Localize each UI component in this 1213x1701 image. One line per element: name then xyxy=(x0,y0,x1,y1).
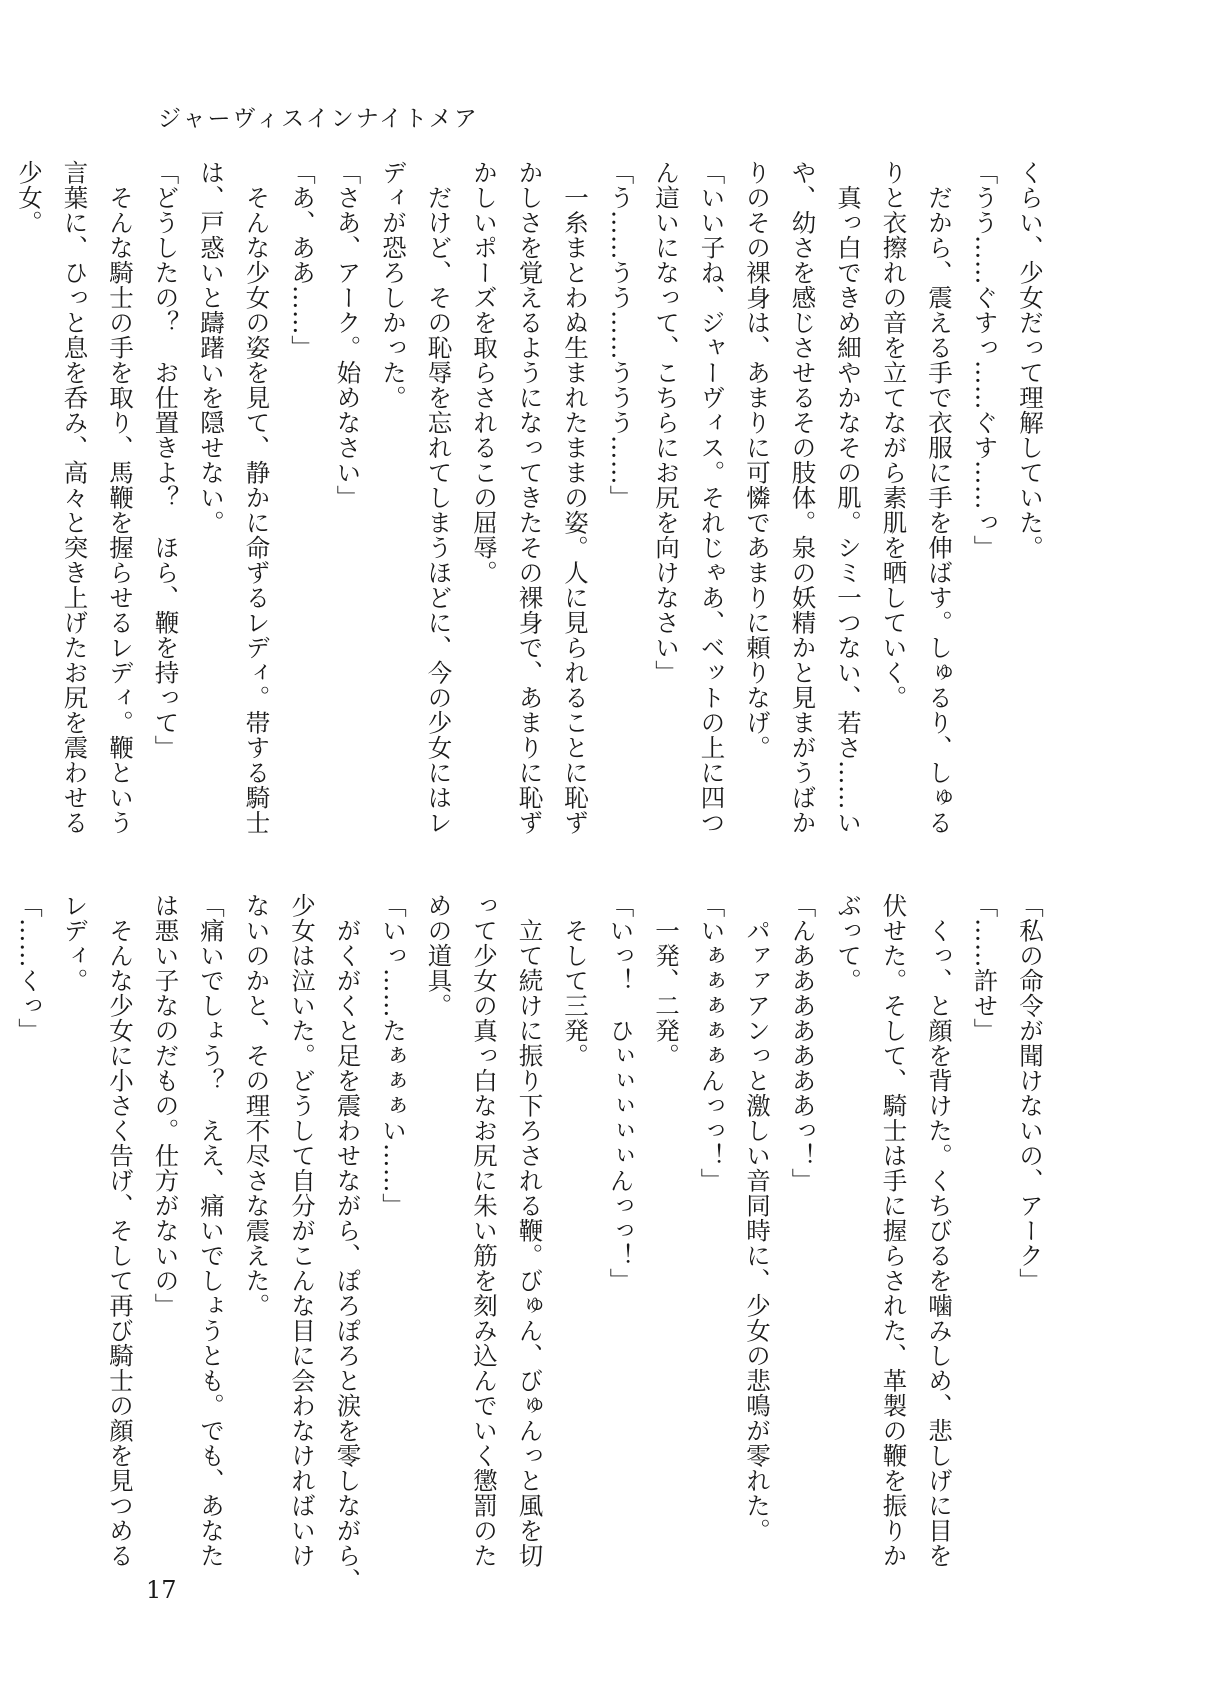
text-line: 「うう……ぐすっ……ぐす……っ」 xyxy=(970,160,1000,560)
text-line: がくがくと足を震わせながら、ぽろぽろと涙を零しながら、 xyxy=(333,893,363,1593)
text-line: だけど、その恥辱を忘れてしまうほどに、今の少女にはレ xyxy=(424,160,454,835)
text-line: そんな少女に小さく告げ、そして再び騎士の顔を見つめる xyxy=(106,893,135,1568)
text-line: 少女は泣いた。どうして自分がこんな目に会わなければいけ xyxy=(288,893,317,1568)
page-number: 17 xyxy=(146,1576,177,1604)
text-line: 「……許せ」 xyxy=(970,893,1000,1043)
text-line: 少女。 xyxy=(15,160,44,235)
text-line: りのその裸身は、あまりに可憐であまりに頼りなげ。 xyxy=(743,160,772,760)
text-line: 「痛いでしょう？ ええ、痛いでしょうとも。でも、あなた xyxy=(197,893,226,1568)
text-line: は悪い子なのだもの。仕方がないの」 xyxy=(151,893,181,1318)
text-line: かしいポーズを取らされるこの屈辱。 xyxy=(470,160,499,585)
text-line: だから、震える手で衣服に手を伸ばす。しゅるり、しゅる xyxy=(925,160,954,835)
text-line: そんな騎士の手を取り、馬鞭を握らせるレディ。鞭という xyxy=(106,160,135,835)
text-line: 立て続けに振り下ろされる鞭。びゅん、びゅんっと風を切 xyxy=(515,893,545,1568)
text-block-top xyxy=(15,160,1053,835)
text-line: や、幼さを感じさせるその肢体。泉の妖精かと見まがうばか xyxy=(788,160,818,835)
text-line: 「さあ、アーク。始めなさい」 xyxy=(333,160,363,510)
text-line: 「私の命令が聞けないの、アーク」 xyxy=(1016,893,1045,1293)
text-line: 「どうしたの？ お仕置きよ？ ほら、鞭を持って」 xyxy=(151,160,181,760)
text-line: くっ、と顔を背けた。くちびるを噛みしめ、悲しげに目を xyxy=(925,893,954,1568)
text-line: は、戸惑いと躊躇いを隠せない。 xyxy=(197,160,226,535)
text-line: 「いい子ね、ジャーヴィス。それじゃあ、ベットの上に四つ xyxy=(697,160,727,835)
text-line: パァァアンっと激しい音同時に、少女の悲鳴が零れた。 xyxy=(743,893,772,1543)
text-line: めの道具。 xyxy=(424,893,454,1018)
text-line: 言葉に、ひっと息を呑み、高々と突き上げたお尻を震わせる xyxy=(60,160,90,835)
text-line: ディが恐ろしかった。 xyxy=(379,160,408,410)
text-line: 「いぁぁぁぁぁんっっ！」 xyxy=(697,893,727,1193)
running-header: ジャーヴィスインナイトメア xyxy=(158,106,479,132)
text-line: 伏せた。そして、騎士は手に握らされた、革製の鞭を振りか xyxy=(879,893,909,1568)
text-line: ないのかと、その理不尽さな震えた。 xyxy=(242,893,272,1318)
text-line: ぶって。 xyxy=(834,893,863,993)
text-line: 一発、二発。 xyxy=(652,893,681,1068)
text-line: 一糸まとわぬ生まれたままの姿。人に見られることに恥ず xyxy=(561,160,590,835)
text-line: 「いっ！ ひぃぃぃぃぃんっっ！」 xyxy=(606,893,636,1293)
text-line: って少女の真っ白なお尻に朱い筋を刻み込んでいく懲罰のた xyxy=(470,893,499,1568)
text-line: 「……くっ」 xyxy=(15,893,44,1043)
text-line: ん這いになって、こちらにお尻を向けなさい」 xyxy=(652,160,681,685)
text-line: 「う……うう……ううう……」 xyxy=(606,160,636,510)
text-line: りと衣擦れの音を立てながら素肌を晒していく。 xyxy=(879,160,909,710)
text-line: 「いっ……たぁぁぁい……」 xyxy=(379,893,408,1218)
text-line: 真っ白できめ細やかなその肌。シミ一つない、若さ……い xyxy=(834,160,863,835)
text-line: そして三発。 xyxy=(561,893,590,1068)
text-line: 「あ、ああ……」 xyxy=(288,160,317,360)
text-line: くらい、少女だって理解していた。 xyxy=(1016,160,1045,560)
text-line: かしさを覚えるようになってきたその裸身で、あまりに恥ず xyxy=(515,160,545,835)
text-line: レディ。 xyxy=(60,893,90,993)
text-line: 「んあああああああっ！」 xyxy=(788,893,818,1193)
text-line: そんな少女の姿を見て、静かに命ずるレディ。帯する騎士 xyxy=(242,160,272,835)
